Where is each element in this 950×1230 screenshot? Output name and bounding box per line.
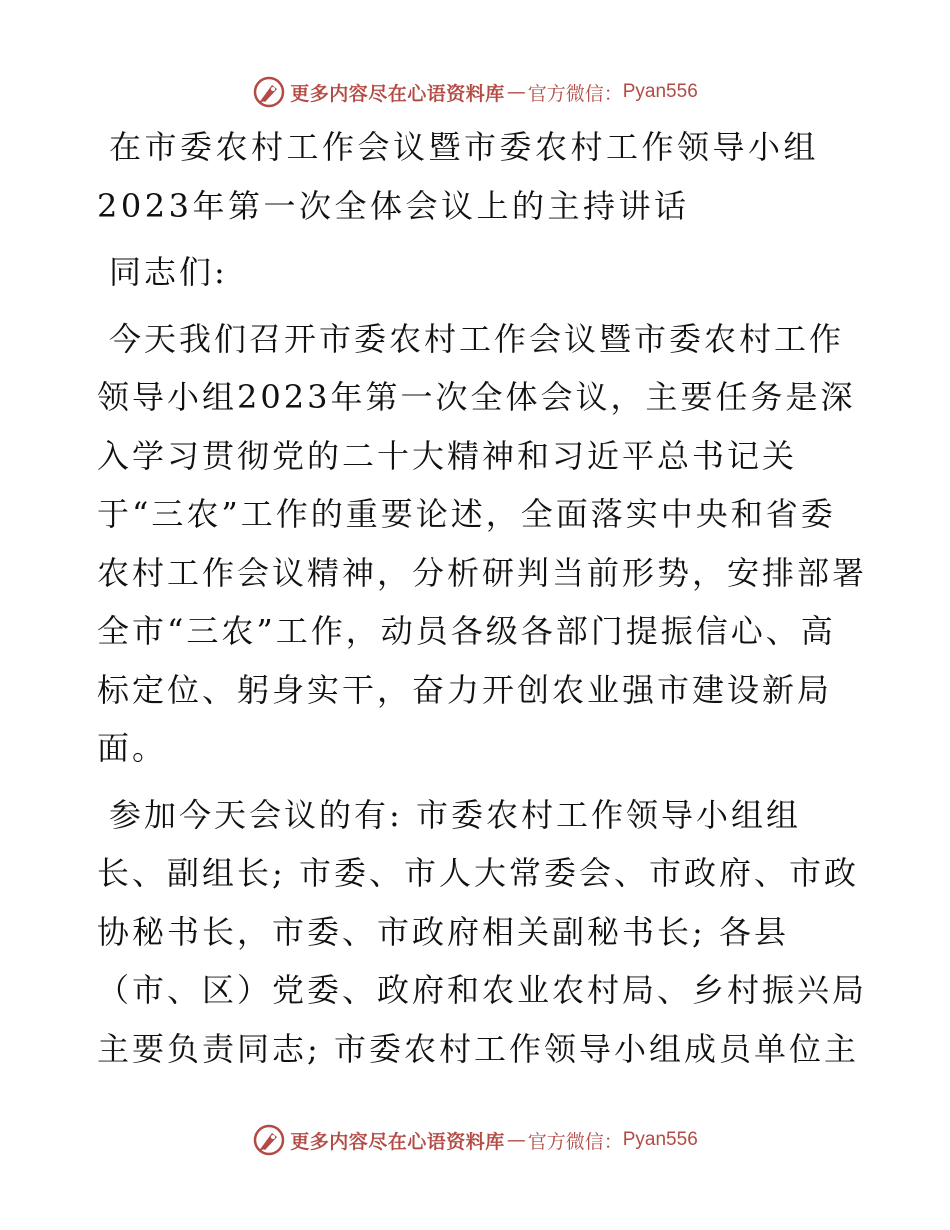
paragraph-line: 入学习贯彻党的二十大精神和习近平总书记关 [97, 436, 798, 475]
paragraph-line: 面。 [97, 729, 168, 767]
pen-nib-logo-icon [252, 1123, 286, 1157]
banner-text: 更多内容尽在心语资料库 [290, 1130, 505, 1153]
paragraph-2 [97, 786, 868, 1079]
header-banner [0, 72, 950, 112]
paragraph-line: 农村工作会议精神，分析研判当前形势，安排部署 [97, 553, 868, 592]
banner-official: 官方微信： [527, 82, 623, 105]
paragraph-line: 长、副组长; 市委、市人大常委会、市政府、市政 [97, 854, 859, 892]
document-title [97, 118, 857, 235]
banner-separator: — [506, 1129, 526, 1151]
footer-banner [0, 1120, 950, 1160]
salutation-text: 同志们: [109, 253, 228, 291]
paragraph-line: 协秘书长，市委、市政府相关副秘书长; 各县 [97, 912, 789, 951]
paragraph-line: 参加今天会议的有: 市委农村工作领导小组组 [109, 795, 801, 834]
paragraph-line: 主要负责同志; 市委农村工作领导小组成员单位主 [97, 1029, 859, 1068]
title-line: 2023年第一次全体会议上的主持讲话 [97, 186, 690, 225]
paragraph-line: 领导小组2023年第一次全体会议，主要任务是深 [97, 378, 856, 416]
paragraph-line: 全市“三农”工作，动员各级各部门提振信心、高 [97, 612, 836, 650]
document-body [97, 118, 868, 1078]
salutation [97, 243, 857, 302]
title-line: 在市委农村工作会议暨市委农村工作领导小组 [109, 128, 820, 166]
banner-wechat-id: Pyan556 [622, 81, 698, 102]
paragraph-line: 于“三农”工作的重要论述，全面落实中央和省委 [97, 495, 836, 533]
banner-wechat-id: Pyan556 [622, 1129, 698, 1150]
pen-nib-logo-icon [252, 75, 286, 109]
paragraph-1 [97, 310, 868, 778]
banner-official: 官方微信： [527, 1130, 623, 1153]
paragraph-line: 标定位、躬身实干，奋力开创农业强市建设新局 [97, 670, 833, 709]
paragraph-line: （市、区）党委、政府和农业农村局、乡村振兴局 [97, 971, 868, 1009]
banner-separator: — [506, 81, 526, 103]
paragraph-line: 今天我们召开市委农村工作会议暨市委农村工作 [109, 319, 845, 358]
banner-text: 更多内容尽在心语资料库 [290, 82, 505, 105]
